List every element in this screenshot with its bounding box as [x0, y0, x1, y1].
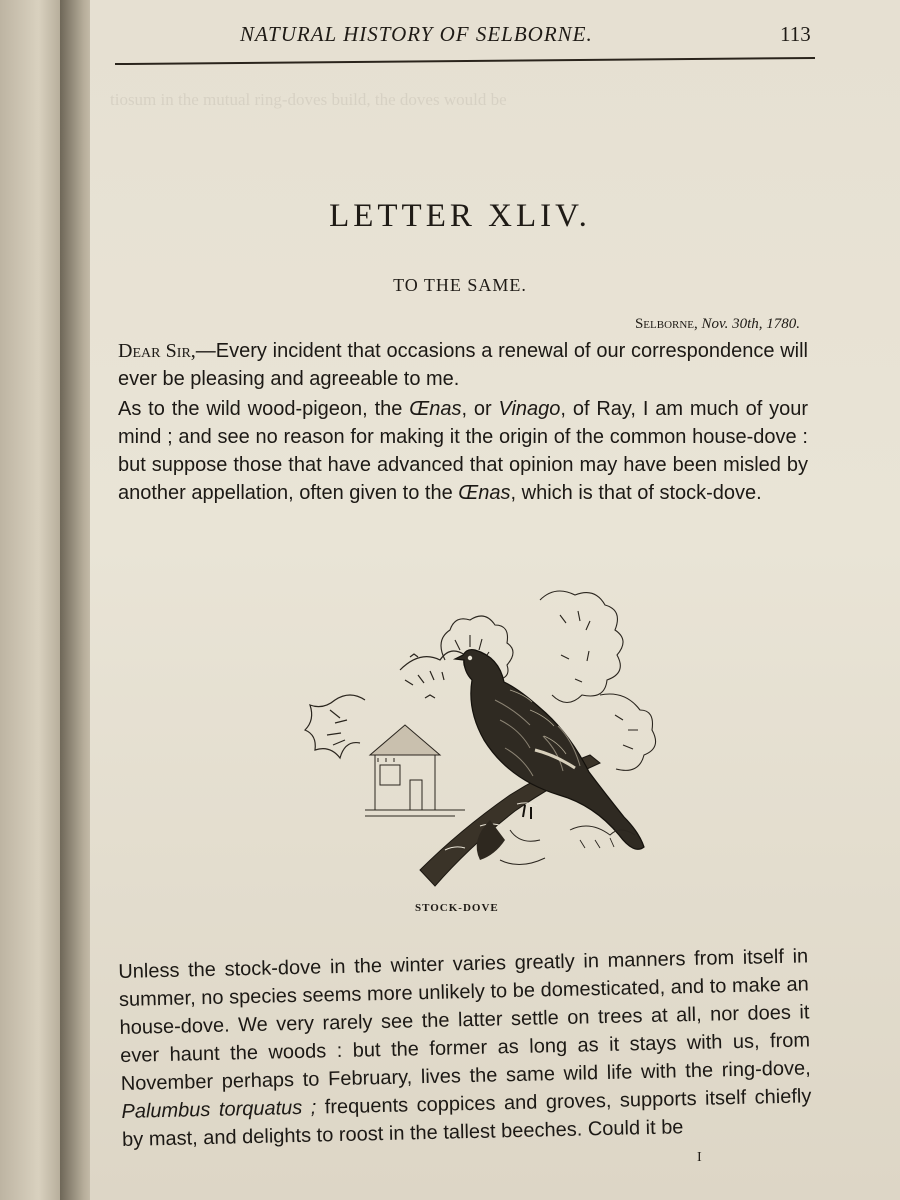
italic-palumbus-torquatus: Palumbus torquatus ;: [121, 1096, 317, 1123]
header-rule: [115, 57, 815, 65]
paragraph-3-text-b: frequents coppices and groves, supports itself chiefly by mast, and delights to roost in the tallest beeches. Could it be: [121, 1085, 812, 1151]
illustration-caption: STOCK-DOVE: [415, 902, 499, 914]
paragraph-3: [118, 942, 812, 1154]
dateline-date: Nov. 30th, 1780.: [701, 316, 800, 332]
bleed-through-text: tiosum in the mutual ring-doves build, the doves would be: [110, 90, 507, 109]
paragraph-2-text-d: , which is that of stock-dove.: [510, 482, 762, 504]
italic-vinago: Vinago: [498, 398, 561, 420]
birds-in-sky: [410, 654, 435, 698]
book-page: [90, 0, 900, 1200]
paragraph-3-text-a: Unless the stock-dove in the winter varies greatly in manners from itself in summer, no species seems more unlikely to be domesticated, and to make an house-dove. We very rarely see the latter settle on trees at all, nor does it ever haunt the woods : but the former as long as it stays with us, from November perhaps to February, lives the same wild life with the ring-dove,: [118, 945, 811, 1095]
paragraph-2-text-a: As to the wild wood-pigeon, the: [118, 398, 410, 420]
cottage: [365, 725, 465, 816]
signature-mark: I: [697, 1150, 702, 1165]
dateline-place: Selborne,: [634, 316, 698, 332]
paragraph-2-text-c: , of Ray, I am much of your mind ; and see no reason for making it the origin of the common house-dove : but suppose those that have advanced that opinion may have been misled by another appellation, often given to the: [118, 398, 809, 504]
paragraph-2: [118, 395, 808, 507]
running-head: NATURAL HISTORY OF SELBORNE.: [240, 22, 593, 46]
stock-dove-engraving: [270, 580, 690, 895]
paragraph-1: [118, 337, 808, 393]
page-number: 113: [780, 22, 811, 46]
letter-title: LETTER XLIV.: [329, 198, 591, 234]
salutation: Dear Sir,: [118, 340, 196, 362]
paragraph-1-text: —Every incident that occasions a renewal of our correspondence will ever be pleasing and agreeable to me.: [118, 340, 808, 390]
dateline: [635, 316, 800, 333]
italic-oenas-2: Œnas: [458, 482, 511, 504]
letter-recipient: TO THE SAME.: [393, 275, 527, 295]
paragraph-2-text-b: , or: [461, 398, 499, 420]
italic-oenas: Œnas: [409, 398, 462, 420]
